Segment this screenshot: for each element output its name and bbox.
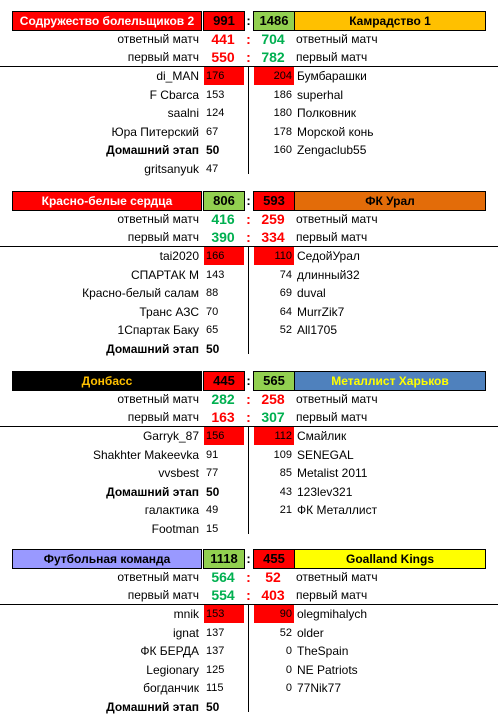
player-row — [0, 464, 498, 482]
right-match-score: 52 — [265, 569, 281, 585]
left-player-score: 166 — [204, 247, 244, 265]
match-colon: : — [246, 569, 251, 585]
left-player-name: Legionary — [146, 662, 199, 677]
left-player-score: 91 — [206, 448, 219, 461]
match-block — [0, 11, 498, 186]
match-label: первый матч — [296, 588, 368, 602]
left-player-name: ФК БЕРДА — [140, 644, 199, 659]
left-total-score: 1118 — [203, 549, 245, 569]
right-player-score: 112 — [254, 427, 294, 445]
right-player-name: Полковник — [297, 106, 357, 121]
right-player-score: 186 — [273, 88, 292, 101]
left-player-name: богданчик — [143, 681, 199, 696]
left-player-name: vvsbest — [158, 466, 199, 481]
right-player-name: TheSpain — [297, 644, 349, 659]
left-match-score: 441 — [211, 31, 235, 47]
right-player-score: 0 — [285, 682, 292, 695]
left-player-score: 88 — [206, 287, 219, 300]
first-match-row — [0, 228, 498, 246]
left-match-score: 554 — [211, 587, 235, 603]
left-player-name: 1Спартак Баку — [117, 323, 199, 338]
left-total-score: 445 — [203, 371, 245, 391]
left-player-score: 15 — [206, 523, 219, 535]
player-row — [0, 520, 498, 538]
right-match-score: 259 — [261, 211, 285, 227]
left-player-name: gritsanyuk — [144, 162, 199, 176]
match-label: первый матч — [296, 410, 368, 424]
right-player-name: duval — [297, 286, 326, 301]
player-row — [0, 284, 498, 302]
right-team-name: ФК Урал — [294, 191, 486, 211]
player-row — [0, 104, 498, 122]
match-colon: : — [246, 31, 251, 47]
left-player-name: Footman — [151, 522, 199, 536]
right-team-name: Камрадство 1 — [294, 11, 486, 31]
left-player-name: F Cbarca — [149, 87, 199, 102]
right-player-name: older — [297, 625, 324, 640]
match-label: ответный матч — [117, 212, 199, 226]
match-label: ответный матч — [296, 32, 378, 46]
left-match-score: 564 — [211, 569, 235, 585]
left-player-name: Домашний этап — [106, 700, 199, 714]
left-match-score: 282 — [211, 391, 235, 407]
left-match-score: 390 — [211, 229, 235, 245]
player-row — [0, 321, 498, 339]
left-player-score: 77 — [206, 467, 219, 480]
right-player-name: Смайлик — [297, 429, 347, 443]
right-player-name: ФК Металлист — [297, 503, 378, 518]
left-player-name: di_MAN — [156, 69, 199, 83]
right-player-name: NE Patriots — [297, 662, 358, 677]
match-header — [0, 371, 498, 391]
right-total-score: 593 — [253, 191, 295, 211]
player-row — [0, 123, 498, 141]
match-label: ответный матч — [296, 570, 378, 584]
player-row — [0, 661, 498, 679]
player-row — [0, 501, 498, 519]
right-player-name: olegmihalych — [297, 607, 368, 621]
right-player-score: 180 — [273, 107, 292, 120]
left-player-score: 153 — [204, 605, 244, 623]
first-match-row — [0, 586, 498, 604]
right-match-score: 307 — [261, 409, 285, 425]
right-player-name: All1705 — [297, 323, 338, 338]
right-player-name: MurrZik7 — [297, 304, 345, 319]
right-match-score: 403 — [261, 587, 285, 603]
right-player-score: 21 — [279, 504, 292, 517]
left-player-score: 70 — [206, 305, 219, 318]
right-player-name: SENEGAL — [297, 447, 354, 462]
left-player-score: 176 — [204, 67, 244, 85]
right-player-score: 64 — [279, 305, 292, 318]
score-colon: : — [246, 373, 251, 388]
left-player-name: Домашний этап — [106, 143, 199, 158]
match-colon: : — [246, 211, 251, 227]
player-row — [0, 642, 498, 660]
right-total-score: 455 — [253, 549, 295, 569]
left-player-name: Красно-белый салам — [82, 286, 199, 301]
right-player-name: Zengaclub55 — [297, 143, 367, 158]
right-match-score: 258 — [261, 391, 285, 407]
left-player-score: 50 — [206, 342, 220, 356]
right-player-score: 110 — [254, 247, 294, 265]
player-row — [0, 86, 498, 104]
left-player-score: 143 — [206, 268, 225, 281]
left-player-name: Shakhter Makeevka — [92, 447, 199, 462]
left-match-score: 416 — [211, 211, 235, 227]
left-player-score: 137 — [206, 626, 225, 639]
first-match-row — [0, 408, 498, 426]
return-match-row — [0, 30, 498, 48]
player-row — [0, 266, 498, 284]
left-player-name: mnik — [173, 607, 199, 621]
match-label: первый матч — [127, 230, 199, 244]
left-player-name: Домашний этап — [106, 342, 199, 356]
left-player-score: 115 — [206, 682, 224, 695]
match-label: ответный матч — [117, 32, 199, 46]
left-player-score: 65 — [206, 324, 219, 337]
right-player-name: длинный32 — [297, 267, 360, 282]
match-label: первый матч — [127, 588, 199, 602]
match-label: первый матч — [296, 50, 368, 64]
player-row — [0, 247, 498, 265]
left-player-name: Garryk_87 — [142, 429, 199, 443]
left-player-score: 50 — [206, 700, 220, 714]
player-row — [0, 160, 498, 178]
return-match-row — [0, 390, 498, 408]
left-player-score: 50 — [206, 484, 220, 499]
right-player-name: Бумбарашки — [297, 69, 367, 83]
player-row — [0, 446, 498, 464]
right-player-name: Морской конь — [297, 124, 374, 139]
right-player-score: 0 — [285, 663, 292, 676]
left-player-name: галактика — [144, 503, 199, 518]
match-header — [0, 549, 498, 569]
left-team-name: Футбольная команда — [12, 549, 202, 569]
left-player-score: 125 — [206, 663, 225, 676]
right-player-name: superhal — [297, 87, 344, 102]
left-player-score: 47 — [206, 163, 219, 175]
right-player-score: 90 — [254, 605, 294, 623]
player-row — [0, 698, 498, 716]
match-block — [0, 371, 498, 546]
right-player-name: СедойУрал — [297, 249, 360, 263]
player-row — [0, 483, 498, 501]
score-colon: : — [246, 13, 251, 28]
return-match-row — [0, 568, 498, 586]
right-player-score: 85 — [279, 467, 292, 480]
right-total-score: 1486 — [253, 11, 295, 31]
player-row — [0, 340, 498, 358]
left-player-score: 124 — [206, 107, 225, 120]
player-row — [0, 605, 498, 623]
left-match-score: 550 — [211, 49, 235, 65]
match-block — [0, 191, 498, 366]
first-match-row — [0, 48, 498, 66]
left-player-score: 49 — [206, 504, 219, 517]
right-team-name: Goalland Kings — [294, 549, 486, 569]
right-player-score: 204 — [254, 67, 294, 85]
left-player-name: Юра Питерский — [111, 124, 199, 139]
score-colon: : — [246, 193, 251, 208]
player-row — [0, 141, 498, 159]
match-header — [0, 191, 498, 211]
left-player-name: tai2020 — [159, 249, 199, 263]
left-player-score: 153 — [206, 88, 225, 101]
right-match-score: 782 — [261, 49, 285, 65]
left-player-name: СПАРТАК М — [130, 267, 199, 282]
left-team-name: Донбасс — [12, 371, 202, 391]
right-player-score: 178 — [273, 125, 292, 138]
left-player-score: 137 — [206, 645, 225, 658]
match-label: первый матч — [127, 50, 199, 64]
player-row — [0, 303, 498, 321]
left-total-score: 806 — [203, 191, 245, 211]
match-label: ответный матч — [296, 392, 378, 406]
left-team-name: Красно-белые сердца — [12, 191, 202, 211]
match-colon: : — [246, 229, 251, 245]
right-match-score: 704 — [261, 31, 285, 47]
right-player-score: 74 — [279, 268, 292, 281]
player-row — [0, 624, 498, 642]
left-player-score: 67 — [206, 125, 219, 138]
left-total-score: 991 — [203, 11, 245, 31]
match-label: ответный матч — [296, 212, 378, 226]
right-team-name: Металлист Харьков — [294, 371, 486, 391]
match-label: первый матч — [127, 410, 199, 424]
player-row — [0, 67, 498, 85]
right-match-score: 334 — [261, 229, 285, 245]
player-row — [0, 679, 498, 697]
right-player-score: 43 — [279, 485, 292, 498]
right-total-score: 565 — [253, 371, 295, 391]
match-label: ответный матч — [117, 392, 199, 406]
left-player-name: ignat — [172, 625, 199, 640]
match-label: первый матч — [296, 230, 368, 244]
score-colon: : — [246, 551, 251, 566]
return-match-row — [0, 210, 498, 228]
left-player-score: 156 — [204, 427, 244, 445]
right-player-score: 69 — [279, 287, 292, 300]
left-team-name: Содружество болельщиков 2 — [12, 11, 202, 31]
right-player-score: 160 — [273, 144, 292, 157]
player-row — [0, 427, 498, 445]
right-player-score: 0 — [285, 645, 292, 658]
right-player-score: 109 — [273, 448, 292, 461]
left-player-name: Домашний этап — [106, 484, 199, 499]
right-player-name: 123lev321 — [297, 484, 353, 499]
match-colon: : — [246, 49, 251, 65]
left-player-name: Транс АЗС — [139, 304, 199, 319]
match-colon: : — [246, 587, 251, 603]
match-colon: : — [246, 391, 251, 407]
match-label: ответный матч — [117, 570, 199, 584]
match-header — [0, 11, 498, 31]
right-player-name: Metalist 2011 — [297, 466, 368, 481]
left-player-name: saalni — [167, 106, 199, 121]
right-player-score: 52 — [279, 626, 292, 639]
match-colon: : — [246, 409, 251, 425]
left-match-score: 163 — [211, 409, 235, 425]
right-player-score: 52 — [279, 324, 292, 337]
match-block — [0, 549, 498, 724]
left-player-score: 50 — [206, 143, 220, 158]
right-player-name: 77Nik77 — [297, 681, 342, 696]
